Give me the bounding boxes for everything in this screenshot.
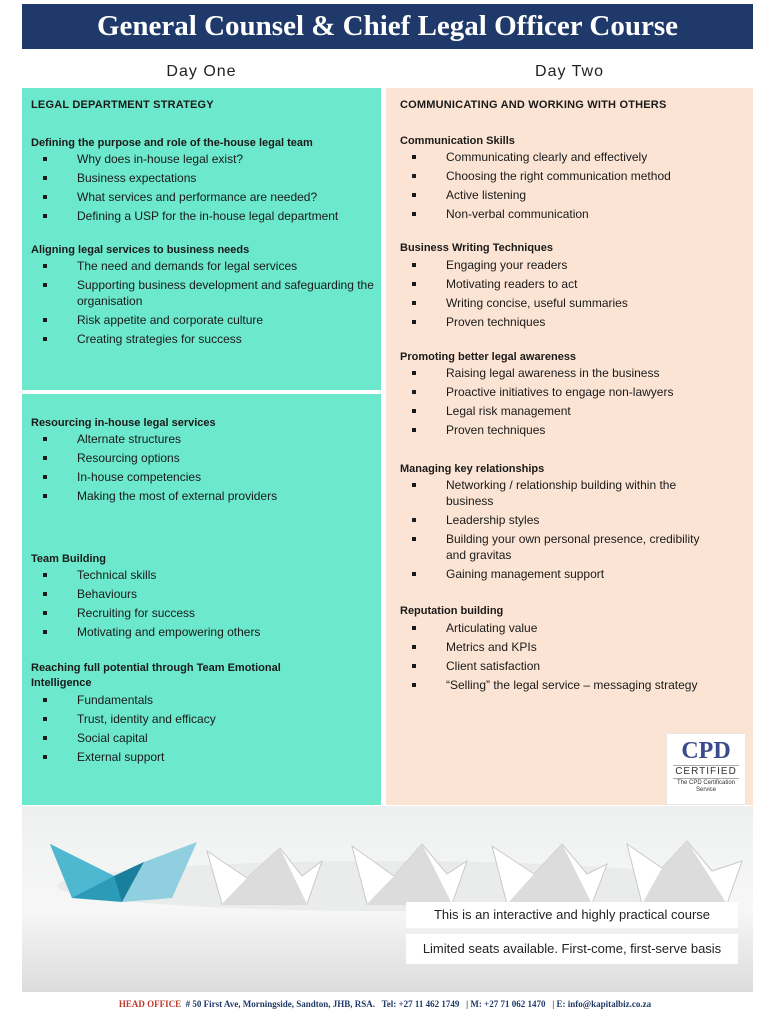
cpd-service-text: The CPD Certification Service xyxy=(676,780,736,793)
day-one-group-title: Team Building xyxy=(31,553,106,565)
list-item: Building your own personal presence, credibility and gravitas xyxy=(409,531,719,563)
day-two-group-title: Business Writing Techniques xyxy=(400,242,554,254)
day-two-group-list xyxy=(409,620,739,696)
list-item: Engaging your readers xyxy=(409,257,739,273)
day-two-group-list xyxy=(409,365,739,441)
list-item: Writing concise, useful summaries xyxy=(409,295,739,311)
list-item: Technical skills xyxy=(40,567,378,583)
list-item: Creating strategies for success xyxy=(40,331,378,347)
footer-email[interactable]: | E: info@kapitalbiz.co.za xyxy=(545,999,652,1009)
list-item: Resourcing options xyxy=(40,450,378,466)
list-item: External support xyxy=(40,749,378,765)
list-item: Networking / relationship building within the business xyxy=(409,477,719,509)
list-item: Business expectations xyxy=(40,170,378,186)
list-item: Why does in-house legal exist? xyxy=(40,151,378,167)
list-item: Fundamentals xyxy=(40,692,378,708)
day-one-group-list xyxy=(40,258,378,350)
banner-line-2: Limited seats available. First-come, first-serve basis xyxy=(406,934,738,964)
list-item: Metrics and KPIs xyxy=(409,639,739,655)
day-two-group-list xyxy=(409,257,739,333)
day-two-group-list xyxy=(409,149,739,225)
day-one-group-title: Defining the purpose and role of the-house legal team xyxy=(31,137,313,149)
day-one-group-list xyxy=(40,567,378,643)
day-two-section-title: COMMUNICATING AND WORKING WITH OTHERS xyxy=(400,99,667,111)
list-item: Risk appetite and corporate culture xyxy=(40,312,378,328)
footer-mobile: | M: +27 71 062 1470 xyxy=(459,999,546,1009)
day-one-heading: Day One xyxy=(166,63,237,80)
day-two-group-title: Promoting better legal awareness xyxy=(400,351,577,363)
list-item: Motivating readers to act xyxy=(409,276,739,292)
list-item: Gaining management support xyxy=(409,566,719,582)
list-item: Articulating value xyxy=(409,620,739,636)
head-office-label: HEAD OFFICE xyxy=(118,999,182,1009)
list-item: Communicating clearly and effectively xyxy=(409,149,739,165)
day-one-group-list xyxy=(40,692,378,768)
list-item: What services and performance are needed? xyxy=(40,189,378,205)
list-item: In-house competencies xyxy=(40,469,378,485)
banner-line-1: This is an interactive and highly practical course xyxy=(406,902,738,928)
day-two-group-title: Communication Skills xyxy=(400,135,515,147)
list-item: Legal risk management xyxy=(409,403,739,419)
day-one-group-title: Resourcing in-house legal services xyxy=(31,417,216,429)
list-item: Supporting business development and safeguarding the organisation xyxy=(40,277,378,309)
list-item: Behaviours xyxy=(40,586,378,602)
list-item: Social capital xyxy=(40,730,378,746)
course-title: General Counsel & Chief Legal Officer Course xyxy=(22,4,753,49)
cpd-certified-logo xyxy=(666,733,746,805)
list-item: Proactive initiatives to engage non-lawyers xyxy=(409,384,739,400)
list-item: Trust, identity and efficacy xyxy=(40,711,378,727)
paper-boats-image xyxy=(22,806,753,992)
day-two-heading: Day Two xyxy=(535,63,604,80)
list-item: Proven techniques xyxy=(409,314,739,330)
contact-footer xyxy=(0,999,770,1015)
list-item: Choosing the right communication method xyxy=(409,168,739,184)
day-one-group-title: Reaching full potential through Team Emotional Intelligence xyxy=(31,662,281,689)
list-item: Alternate structures xyxy=(40,431,378,447)
list-item: The need and demands for legal services xyxy=(40,258,378,274)
day-two-group-list xyxy=(409,477,719,585)
day-one-group-list xyxy=(40,431,378,507)
list-item: Leadership styles xyxy=(409,512,719,528)
list-item: Recruiting for success xyxy=(40,605,378,621)
day-one-section-title: LEGAL DEPARTMENT STRATEGY xyxy=(31,99,214,111)
cpd-logo-text: CPD xyxy=(681,738,731,764)
cpd-certified-text: CERTIFIED xyxy=(673,765,739,779)
paper-boats-illustration xyxy=(22,806,753,992)
day-two-group-title: Reputation building xyxy=(400,605,504,617)
list-item: Motivating and empowering others xyxy=(40,624,378,640)
day-one-group-title: Aligning legal services to business needs xyxy=(31,244,250,256)
list-item: “Selling” the legal service – messaging strategy xyxy=(409,677,739,693)
list-item: Proven techniques xyxy=(409,422,739,438)
footer-address: # 50 First Ave, Morningside, Sandton, JHB, RSA. Tel: +27 11 462 1749 xyxy=(181,999,460,1009)
list-item: Active listening xyxy=(409,187,739,203)
list-item: Defining a USP for the in-house legal department xyxy=(40,208,378,224)
list-item: Raising legal awareness in the business xyxy=(409,365,739,381)
list-item: Non-verbal communication xyxy=(409,206,739,222)
day-two-group-title: Managing key relationships xyxy=(400,463,545,475)
list-item: Making the most of external providers xyxy=(40,488,378,504)
list-item: Client satisfaction xyxy=(409,658,739,674)
day-one-group-list xyxy=(40,151,378,227)
